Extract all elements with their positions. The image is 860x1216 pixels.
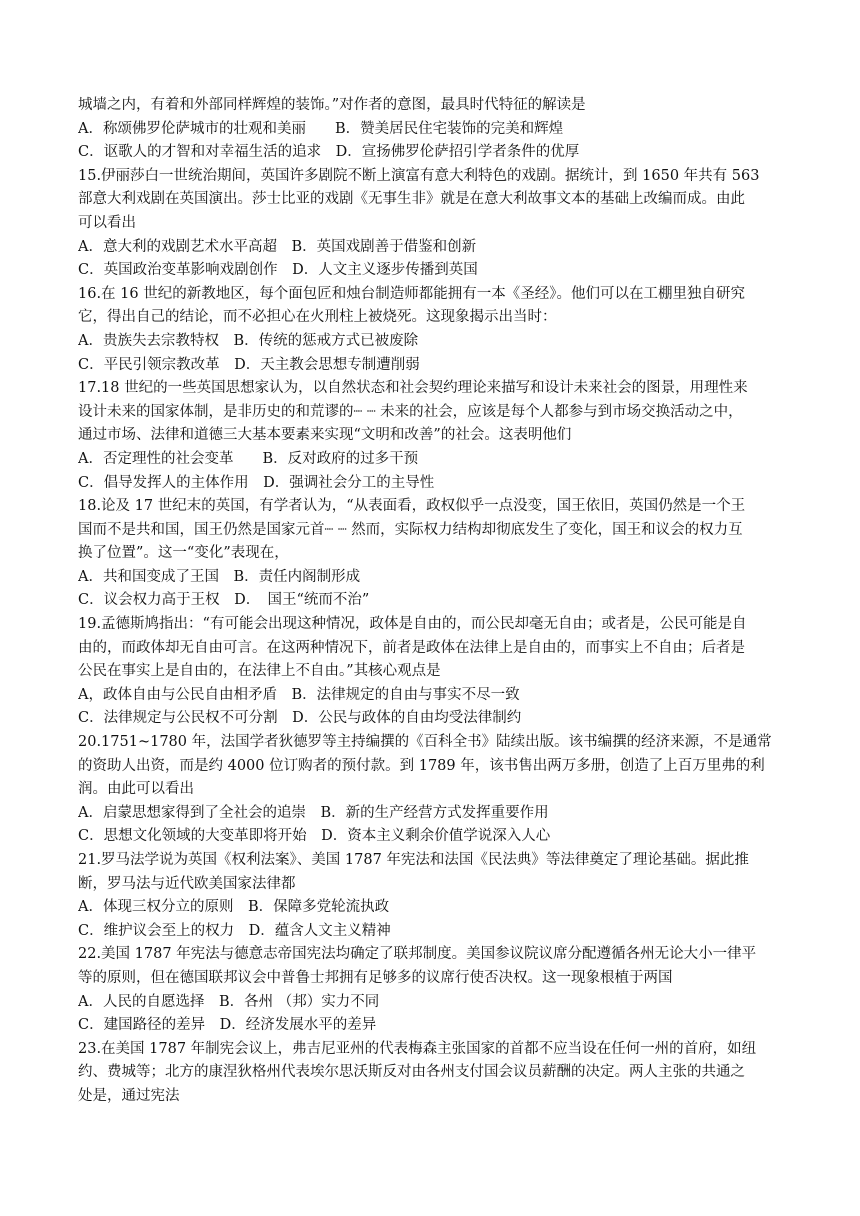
- text-line: 润。由此可以看出: [78, 781, 194, 798]
- text-line: 它，得出自己的结论，而不必担心在火刑柱上被烧死。这现象揭示出当时：: [78, 309, 557, 326]
- answer-option-line: A．共和国变成了王国 B．责任内阁制形成: [78, 568, 361, 585]
- question-20-text: 20.1751~1780 年，法国学者狄德罗等主持编撰的《百科全书》陆续出版。该书编撰的经济来源，不是通常: [78, 734, 772, 751]
- answer-option-line: C．议会权力高于王权 D． 国王“统而不治”: [78, 592, 370, 609]
- text-line: 设计未来的国家体制，是非历史的和荒谬的┈ ┈ 未来的社会，应该是每个人都参与到市场交换活动之中，: [78, 403, 743, 420]
- text-line: 部意大利戏剧在英国演出。莎士比亚的戏剧《无事生非》就是在意大利故事文本的基础上改编而成。由此: [78, 191, 745, 208]
- answer-option-line: A．否定理性的社会变革 B．反对政府的过多干预: [78, 450, 419, 467]
- question-15-text: 15.伊丽莎白一世统治期间，英国许多剧院不断上演富有意大利特色的戏剧。据统计，到 1650 年共有 563: [78, 167, 760, 184]
- text-line: 通过市场、法律和道德三大基本要素来实现“文明和改善”的社会。这表明他们: [78, 427, 572, 444]
- answer-option-line: A．人民的自愿选择 B．各州 （邦）实力不同: [78, 993, 380, 1010]
- answer-option-line: A．启蒙思想家得到了全社会的追崇 B．新的生产经营方式发挥重要作用: [78, 804, 549, 821]
- answer-option-line: A．贵族失去宗教特权 B．传统的惩戒方式已被废除: [78, 332, 419, 349]
- answer-option-line: A，政体自由与公民自由相矛盾 B．法律规定的自由与事实不尽一致: [78, 686, 520, 703]
- question-16-text: 16.在 16 世纪的新教地区，每个面包匠和烛台制造师都能拥有一本《圣经》。他们可以在工棚里独自研究: [78, 285, 745, 302]
- exam-text: [78, 94, 790, 1109]
- text-line: 的资助人出资，而是约 4000 位订购者的预付款。到 1789 年，该书售出两万多册，创造了上百万里弗的利: [78, 757, 765, 774]
- text-line: 约、费城等；北方的康涅狄格州代表埃尔思沃斯反对由各州支付国会议员薪酬的决定。两人主张的共通之: [78, 1064, 745, 1081]
- answer-option-line: C．法律规定与公民权不可分割 D．公民与政体的自由均受法律制约: [78, 710, 522, 727]
- question-23-text: 23.在美国 1787 年制宪会议上，弗吉尼亚州的代表梅森主张国家的首都不应当设在任何一州的首府，如纽: [78, 1040, 757, 1057]
- text-line: 公民在事实上是自由的，在法律上不自由。”其核心观点是: [78, 663, 441, 680]
- answer-option-line: C．思想文化领域的大变革即将开始 D．资本主义剩余价值学说深入人心: [78, 828, 551, 845]
- answer-option-line: C．倡导发挥人的主体作用 D．强调社会分工的主导性: [78, 474, 435, 491]
- question-22-text: 22.美国 1787 年宪法与德意志帝国宪法均确定了联邦制度。美国参议院议席分配遵循各州无论大小一律平: [78, 946, 757, 963]
- answer-option-line: C．英国政治变革影响戏剧创作 D．人文主义逐步传播到英国: [78, 262, 478, 279]
- question-21-text: 21.罗马法学说为英国《权利法案》、美国 1787 年宪法和法国《民法典》等法律奠定了理论基础。据此推: [78, 852, 749, 868]
- text-line: 由的，而政体却无自由可言。在这两种情况下，前者是政体在法律上是自由的，而事实上不自由；后者是: [78, 639, 745, 656]
- text-line: 可以看出: [78, 214, 136, 231]
- answer-option-line: A．称颂佛罗伦萨城市的壮观和美丽 B．赞美居民住宅装饰的完美和辉煌: [78, 120, 564, 137]
- text-line: 断，罗马法与近代欧美国家法律都: [78, 875, 296, 892]
- question-19-text: 19.孟德斯鸠指出：“有可能会出现这种情况，政体是自由的，而公民却毫无自由；或者是，公民可能是自: [78, 616, 747, 633]
- text-line: 换了位置”。这一“变化”表现在，: [78, 545, 289, 562]
- text-line: 处是，通过宪法: [78, 1087, 180, 1104]
- text-line: 等的原则，但在德国联邦议会中普鲁士邦拥有足够多的议席行使否决权。这一现象根植于两国: [78, 969, 673, 986]
- answer-option-line: A．体现三权分立的原则 B．保障多党轮流执政: [78, 899, 390, 916]
- answer-option-line: C．平民引领宗教改革 D．天主教会思想专制遭削弱: [78, 356, 420, 373]
- question-17-text: 17.18 世纪的一些英国思想家认为，以自然状态和社会契约理论来描写和设计未来社会的图景，用理性来: [78, 380, 748, 397]
- answer-option-line: A．意大利的戏剧艺术水平高超 B．英国戏剧善于借鉴和创新: [78, 238, 477, 255]
- answer-option-line: C．维护议会至上的权力 D．蕴含人文主义精神: [78, 922, 391, 939]
- answer-option-line: C．建国路径的差异 D．经济发展水平的差异: [78, 1017, 377, 1034]
- question-18-text: 18.论及 17 世纪末的英国，有学者认为，“从表面看，政权似乎一点没变，国王依旧，英国仍然是一个王: [78, 498, 746, 515]
- text-line: 国而不是共和国，国王仍然是国家元首┈ ┈ 然而，实际权力结构却彻底发生了变化，国王和议会的权力互: [78, 521, 743, 538]
- answer-option-line: C．讴歌人的才智和对幸福生活的追求 D．宣扬佛罗伦萨招引学者条件的优厚: [78, 144, 580, 161]
- text-line: 城墙之内，有着和外部同样辉煌的装饰。”对作者的意图，最具时代特征的解读是: [78, 97, 586, 113]
